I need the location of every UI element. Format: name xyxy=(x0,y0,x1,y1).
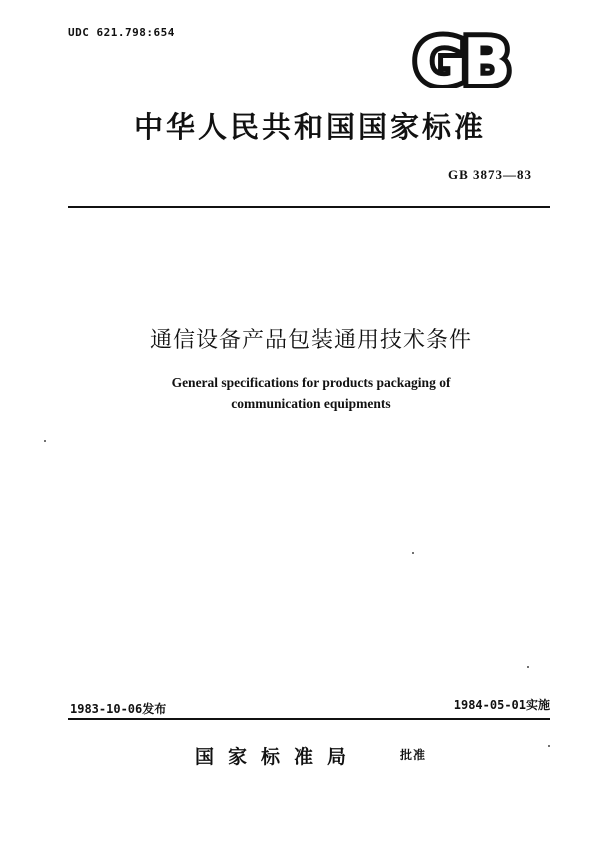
standard-number: GB 3873—83 xyxy=(447,167,532,182)
document-title-cn: 通信设备产品包装通用技术条件 xyxy=(149,328,472,353)
scan-speck xyxy=(412,552,414,554)
issue-date: 1983-10-06发布 xyxy=(70,702,167,716)
gb-logo-text: GB xyxy=(414,30,508,88)
title-en-line-1: General specifications for products packaging of xyxy=(171,375,451,390)
title-en-line-2: communication equipments xyxy=(231,396,391,411)
udc-code: UDC 621.798:654 xyxy=(68,26,175,39)
approving-authority: 国家标准局 xyxy=(195,746,361,768)
implementation-date: 1984-05-01实施 xyxy=(453,698,550,712)
top-divider xyxy=(68,206,550,208)
scan-speck xyxy=(527,666,529,668)
approval-label: 批准 xyxy=(400,748,427,762)
scan-speck xyxy=(44,440,46,442)
scan-speck xyxy=(548,745,550,747)
bottom-divider xyxy=(68,718,550,720)
gb-logo xyxy=(412,30,530,88)
national-standard-title: 中华人民共和国国家标准 xyxy=(133,110,486,144)
document-title-en xyxy=(0,372,600,414)
